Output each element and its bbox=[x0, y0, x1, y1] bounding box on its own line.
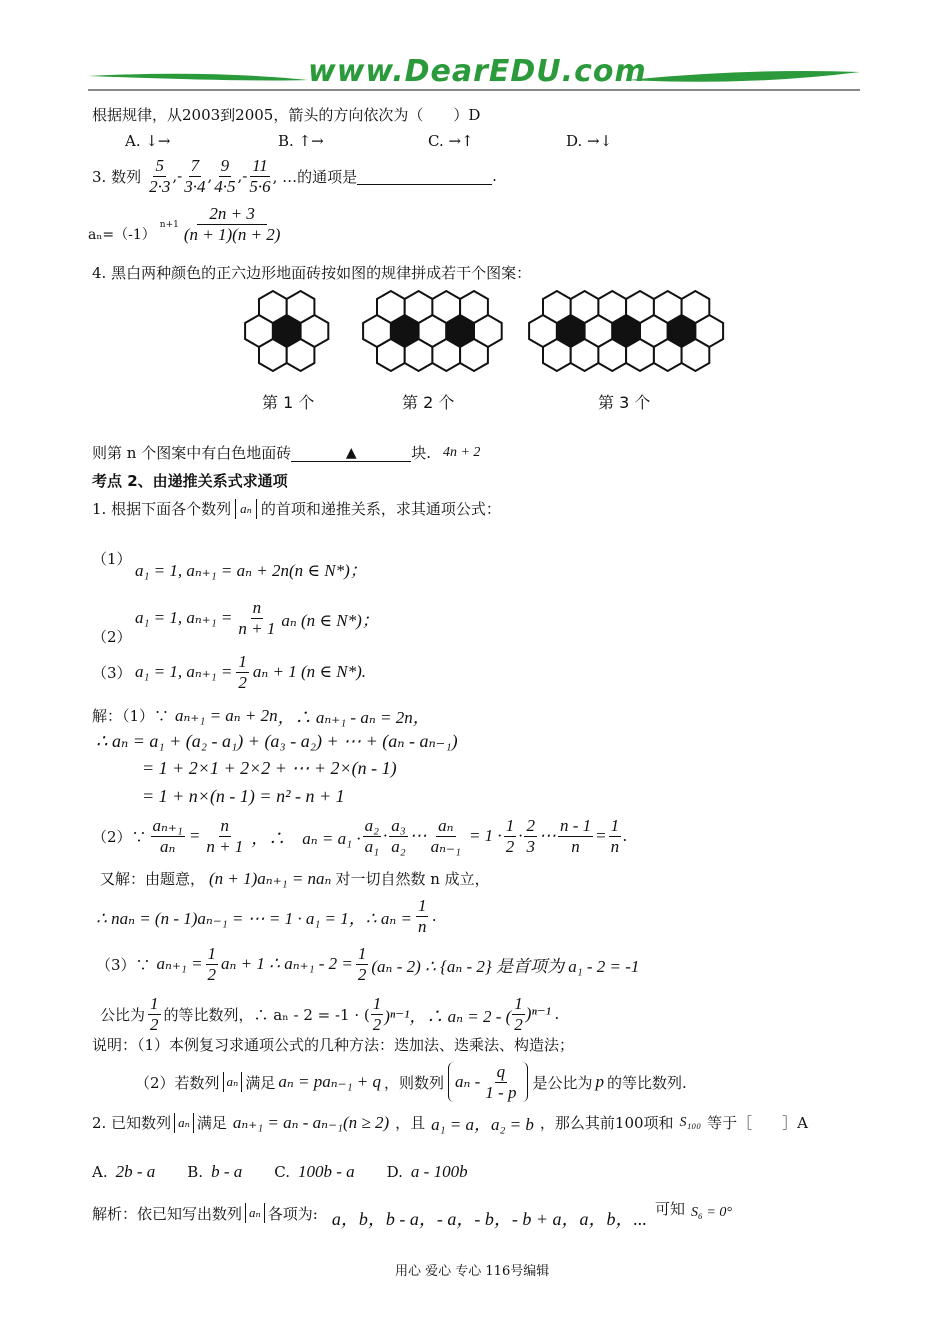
q3-line: 3. 数列 $\frac{5}{2\cdot 3}$ ,- $\frac{7}{3\cdot 4}$ , $\frac{9}{4\cdot 5}$ ,- $\frac{11}{5\cdot 6}$ , …的通项是 . bbox=[92, 156, 497, 196]
q3-term-2: $\frac{7}{3\cdot 4}$ bbox=[184, 156, 206, 196]
s2-p1: a₁ = 1, aₙ₊₁ = aₙ + 2n(n ∈ N*)； bbox=[135, 561, 367, 580]
q3-term-3: $\frac{9}{4\cdot 5}$ bbox=[214, 156, 236, 196]
q2b-stem: 2. 已知数列 aₙ 满足 aₙ₊₁ = aₙ - aₙ₋₁(n ≥ 2) ，且 a₁ = a，a₂ = b ，那么其前100项和 S₁₀₀ 等于［ ］A bbox=[92, 1112, 808, 1134]
white-tile bbox=[626, 291, 654, 323]
sol2-alt-line2: ∴ naₙ = (n - 1)aₙ₋₁ = ⋯ = 1 · a₁ = 1，∴ aₙ = $\frac{1}{n}$ . bbox=[96, 896, 437, 936]
q2-option-b: B. ↑→ bbox=[278, 132, 324, 150]
q3-label: 3. 数列 bbox=[92, 167, 142, 186]
white-tile bbox=[432, 291, 460, 323]
white-tile bbox=[259, 339, 287, 371]
white-tile bbox=[571, 339, 599, 371]
sol1-line1: 解：（1）∵ aₙ₊₁ = aₙ + 2n ，∴ aₙ₊₁ - aₙ = 2n， bbox=[92, 705, 430, 727]
white-tile bbox=[571, 291, 599, 323]
white-tile bbox=[287, 339, 315, 371]
white-tile bbox=[377, 339, 405, 371]
q2-option-c: C. →↑ bbox=[428, 132, 474, 150]
q4-caption-2: 第 2 个 bbox=[402, 393, 455, 412]
q4-answer: 4n + 2 bbox=[442, 444, 481, 460]
s2-p1-label: （1） bbox=[92, 550, 132, 568]
white-tile bbox=[682, 291, 710, 323]
white-tile bbox=[432, 339, 460, 371]
q3-term-4: $\frac{11}{5\cdot 6}$ bbox=[249, 156, 271, 196]
s2-p2: a₁ = 1, aₙ₊₁ = $\frac{n}{n + 1}$ aₙ (n ∈ N*)； bbox=[135, 598, 379, 638]
sol3-line2: 公比为 $\frac{1}{2}$ 的等比数列，∴ aₙ - 2 = -1 · ( $\frac{1}{2}$ )ⁿ⁻¹，∴ aₙ = 2 - ( $\frac{1}{2}$ )ⁿ⁻¹ . bbox=[100, 994, 560, 1034]
note-line1: 说明：（1）本例复习求通项公式的几种方法：迭加法、迭乘法、构造法； bbox=[92, 1036, 575, 1054]
sol1-line3: = 1 + 2×1 + 2×2 + ⋯ + 2×(n - 1) bbox=[142, 758, 397, 778]
white-tile bbox=[654, 291, 682, 323]
q2b-analysis: 解析：依已知写出数列 aₙ 各项为: a，b，b - a，- a，- b，- b + a，a，b，... 可知 S₆ = 0° bbox=[92, 1199, 732, 1229]
q4-stem: 4. 黑白两种颜色的正六边形地面砖按如图的规律拼成若干个图案： bbox=[92, 264, 532, 282]
white-tile bbox=[259, 291, 287, 323]
white-tile bbox=[405, 339, 433, 371]
sol3-line1: （3）∵ aₙ₊₁ = $\frac{1}{2}$ aₙ + 1 ∴ aₙ₊₁ - 2 = $\frac{1}{2}$ (aₙ - 2) ∴ {aₙ - 2} 是首项为 a₁ - 2 = -1 bbox=[96, 944, 640, 984]
q3-answer: aₙ=（-1） n+1 $\frac{2n + 3}{(n + 1)(n + 2)}$ bbox=[88, 204, 281, 244]
white-tile bbox=[543, 339, 571, 371]
white-tile bbox=[598, 339, 626, 371]
q3-tail: , …的通项是 bbox=[272, 167, 358, 186]
q4-caption-3: 第 3 个 bbox=[598, 393, 651, 412]
footer: 用心 爱心 专心 116号编辑 bbox=[395, 1264, 550, 1279]
white-tile bbox=[654, 339, 682, 371]
section-title: 考点 2、由递推关系式求通项 bbox=[92, 472, 288, 490]
white-tile bbox=[377, 291, 405, 323]
white-tile bbox=[682, 339, 710, 371]
q4-question: 则第 n 个图案中有白色地面砖 ▲ 块. 4n + 2 bbox=[92, 444, 481, 462]
white-tile bbox=[626, 339, 654, 371]
white-tile bbox=[460, 291, 488, 323]
white-tile bbox=[543, 291, 571, 323]
q2-option-d: D. →↓ bbox=[566, 132, 613, 150]
q4-answer-blank[interactable]: ▲ bbox=[291, 443, 411, 462]
s2-q1-stem: 1. 根据下面各个数列 aₙ 的首项和递推关系，求其通项公式： bbox=[92, 500, 501, 518]
sol1-line2: ∴ aₙ = a₁ + (a₂ - a₁) + (a₃ - a₂) + ⋯ + (aₙ - aₙ₋₁) bbox=[96, 731, 458, 751]
q3-term-1: $\frac{5}{2\cdot 3}$ bbox=[149, 156, 171, 196]
header bbox=[88, 54, 860, 102]
s2-p3: a₁ = 1, aₙ₊₁ = $\frac{1}{2}$ aₙ + 1 (n ∈ N*). bbox=[135, 652, 366, 692]
q2-option-a: A. ↓→ bbox=[125, 132, 171, 150]
logo: www.DearEDU.com bbox=[308, 54, 647, 89]
white-tile bbox=[460, 339, 488, 371]
q2b-options: A. 2b - a B. b - a C. 100b - a D. a - 100b bbox=[92, 1162, 468, 1181]
s2-p2-label: （2） bbox=[92, 628, 132, 646]
note-line2: （2）若数列 aₙ 满足 aₙ = paₙ₋₁ + q ，则数列 aₙ - $\frac{q}{1 - p}$ 是公比为 p 的等比数列. bbox=[135, 1062, 687, 1102]
white-tile bbox=[405, 291, 433, 323]
sol1-line4: = 1 + n×(n - 1) = n² - n + 1 bbox=[142, 786, 345, 806]
q2-stem: 根据规律，从2003到2005，箭头的方向依次为（ ）D bbox=[92, 106, 481, 124]
sol2-alt-line1: 又解：由题意， (n + 1)aₙ₊₁ = naₙ 对一切自然数 n 成立， bbox=[100, 868, 490, 888]
white-tile bbox=[287, 291, 315, 323]
white-tile bbox=[598, 291, 626, 323]
s2-p3-label: （3） bbox=[92, 664, 132, 682]
sol2-line1: （2）∵ $\frac{\text{aₙ₊₁}}{\text{aₙ}}$ = $\frac{n}{n + 1}$ ，∴ aₙ = a₁ · $\frac{\text{a₂}}{\text{a₁}}$ · $\frac{\text{a₃}}{\text{a₂}}$ ⋯ $\frac{\text{aₙ}}{\text{aₙ₋₁}}$ = 1 · $\frac{1}{2}$ · $\frac{2}{3}$ ⋯ $\frac{n - 1}{n}$ = $\frac{1}{n}$ . bbox=[92, 816, 628, 856]
q4-caption-1: 第 1 个 bbox=[262, 393, 315, 412]
q3-answer-blank[interactable] bbox=[357, 168, 492, 185]
